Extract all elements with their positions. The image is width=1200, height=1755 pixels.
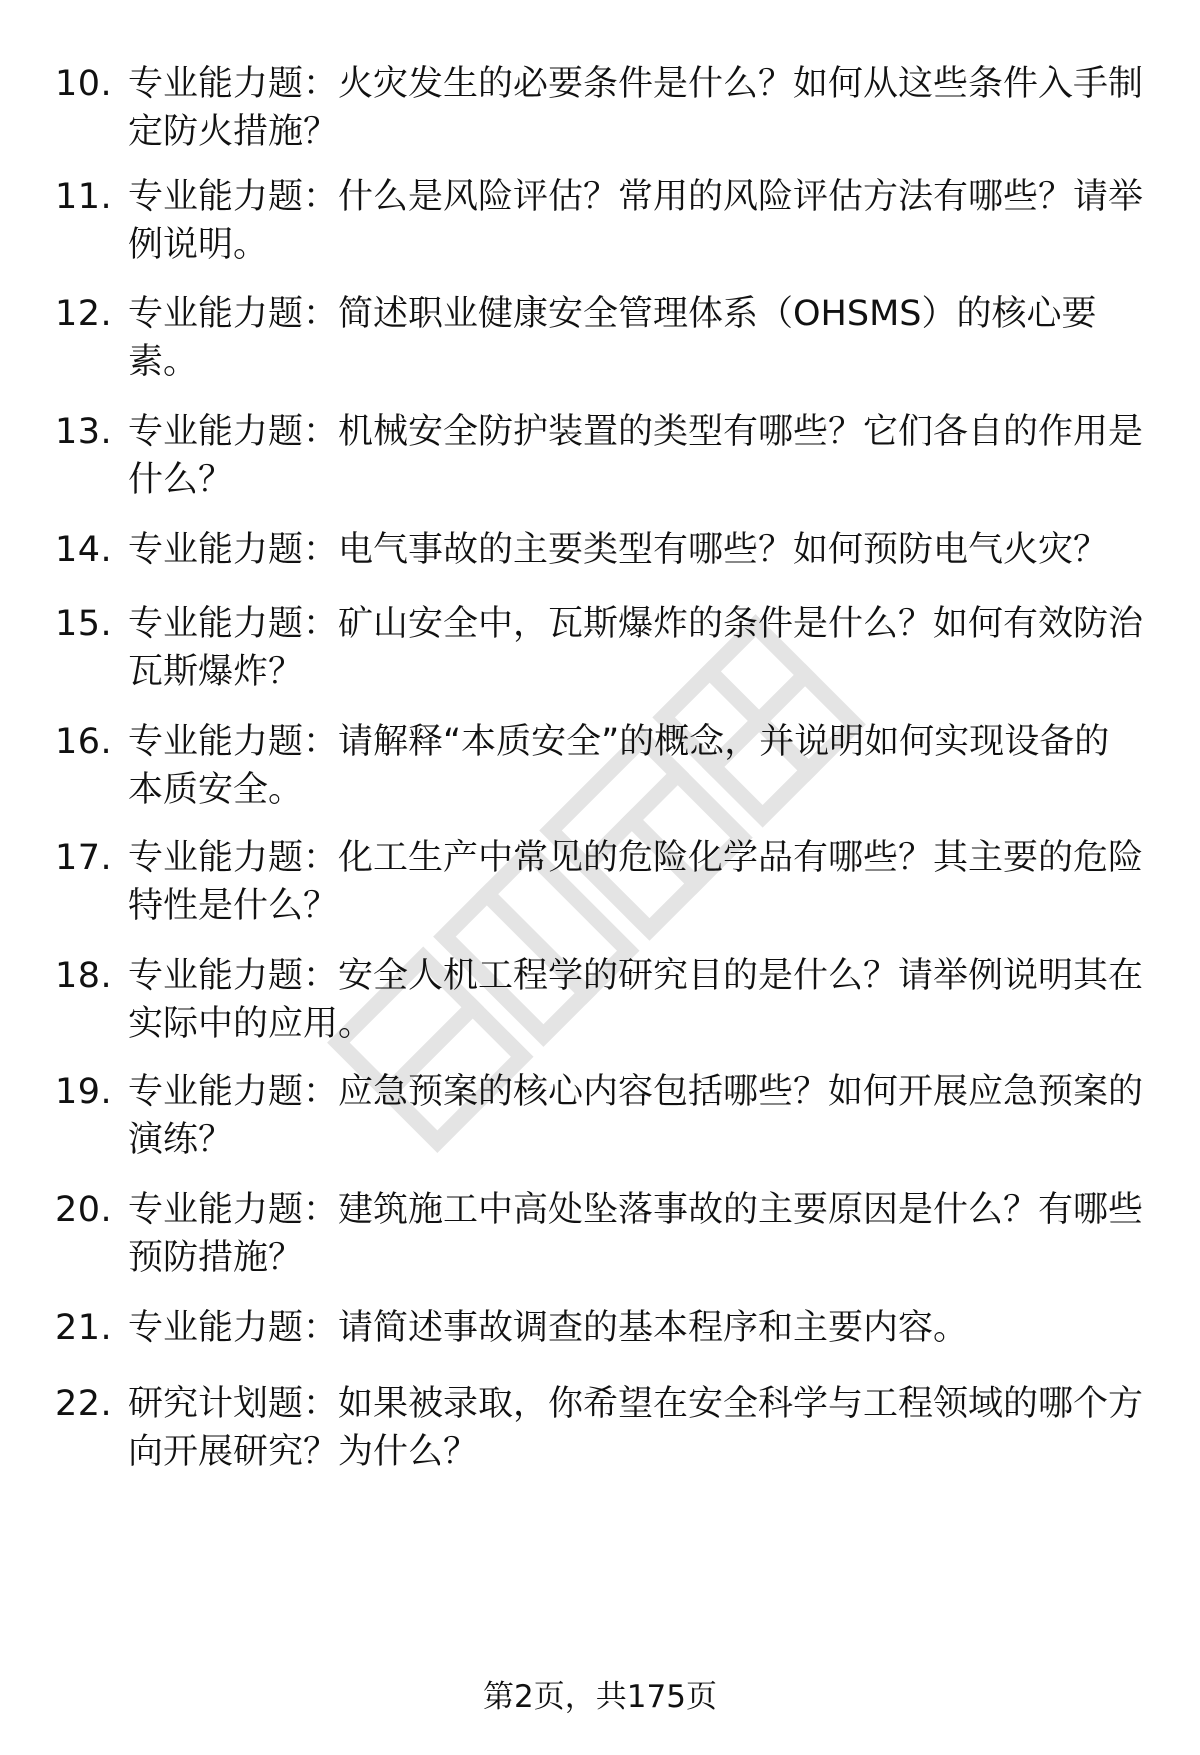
question-text: 专业能力题：火灾发生的必要条件是什么？如何从这些条件入手制定防火措施？ — [128, 64, 1144, 152]
question-number: 18. — [55, 956, 113, 996]
question-number: 11. — [55, 177, 113, 217]
question-text: 专业能力题：应急预案的核心内容包括哪些？如何开展应急预案的演练？ — [128, 1072, 1144, 1160]
question-number: 12. — [55, 294, 113, 334]
question-text: 专业能力题：安全人机工程学的研究目的是什么？请举例说明其在实际中的应用。 — [128, 956, 1144, 1044]
question-number: 22. — [55, 1384, 113, 1424]
question-text: 专业能力题：矿山安全中，瓦斯爆炸的条件是什么？如何有效防治瓦斯爆炸？ — [128, 604, 1144, 692]
question-number: 13. — [55, 412, 113, 452]
question-number: 21. — [55, 1308, 113, 1348]
question-text: 专业能力题：简述职业健康安全管理体系（OHSMS）的核心要素。 — [128, 294, 1097, 382]
question-number: 14. — [55, 530, 113, 570]
question-number: 19. — [55, 1072, 113, 1112]
question-number: 16. — [55, 722, 113, 762]
question-number: 10. — [55, 64, 113, 104]
question-text: 专业能力题：电气事故的主要类型有哪些？如何预防电气火灾？ — [128, 530, 1109, 570]
question-number: 17. — [55, 838, 113, 878]
question-text: 专业能力题：什么是风险评估？常用的风险评估方法有哪些？请举例说明。 — [128, 177, 1144, 265]
question-text: 专业能力题：建筑施工中高处坠落事故的主要原因是什么？有哪些预防措施？ — [128, 1190, 1144, 1278]
question-text: 专业能力题：化工生产中常见的危险化学品有哪些？其主要的危险特性是什么？ — [128, 838, 1144, 926]
page-footer: 第2页，共175页 — [483, 1679, 717, 1715]
question-text: 专业能力题：请简述事故调查的基本程序和主要内容。 — [128, 1308, 969, 1348]
question-text: 专业能力题：机械安全防护装置的类型有哪些？它们各自的作用是什么？ — [128, 412, 1144, 500]
question-number: 15. — [55, 604, 113, 644]
question-text: 专业能力题：请解释“本质安全”的概念，并说明如何实现设备的本质安全。 — [128, 722, 1110, 810]
question-text: 研究计划题：如果被录取，你希望在安全科学与工程领域的哪个方向开展研究？为什么？ — [128, 1384, 1144, 1472]
question-number: 20. — [55, 1190, 113, 1230]
